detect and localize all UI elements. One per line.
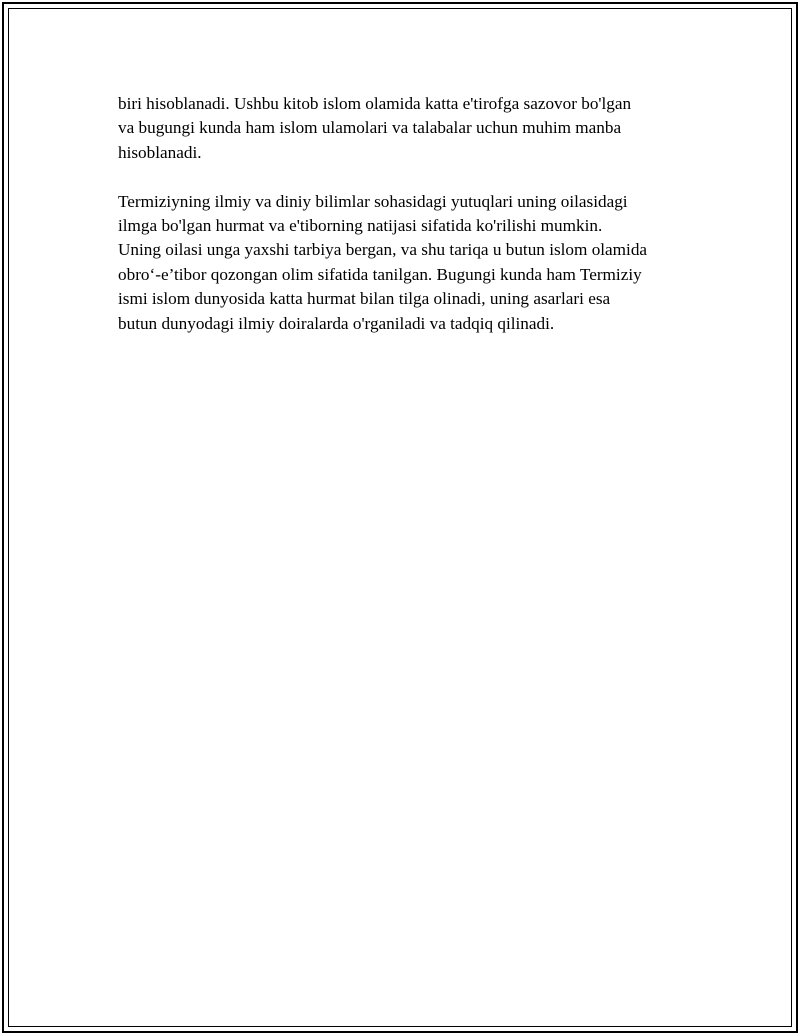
text-line: obro‘-e’tibor qozongan olim sifatida tanilgan. Bugungi kunda ham Termiziy bbox=[118, 264, 642, 284]
text-line: butun dunyodagi ilmiy doiralarda o'rganiladi va tadqiq qilinadi. bbox=[118, 313, 555, 333]
paragraph-1 bbox=[118, 92, 708, 165]
text-line: Uning oilasi unga yaxshi tarbiya bergan, va shu tariqa u butun islom olamida bbox=[118, 240, 648, 260]
text-line: biri hisoblanadi. Ushbu kitob islom olamida katta e'tirofga sazovor bo'lgan bbox=[118, 94, 632, 113]
document-body bbox=[118, 92, 708, 336]
text-line: hisoblanadi. bbox=[118, 142, 202, 162]
paragraph-2 bbox=[118, 190, 708, 336]
text-line: ilmga bo'lgan hurmat va e'tiborning natijasi sifatida ko'rilishi mumkin. bbox=[118, 216, 603, 236]
text-line: Termiziyning ilmiy va diniy bilimlar sohasidagi yutuqlari uning oilasidagi bbox=[118, 191, 628, 211]
text-line: ismi islom dunyosida katta hurmat bilan tilga olinadi, uning asarlari esa bbox=[118, 289, 611, 309]
text-line: va bugungi kunda ham islom ulamolari va talabalar uchun muhim manba bbox=[118, 118, 622, 138]
